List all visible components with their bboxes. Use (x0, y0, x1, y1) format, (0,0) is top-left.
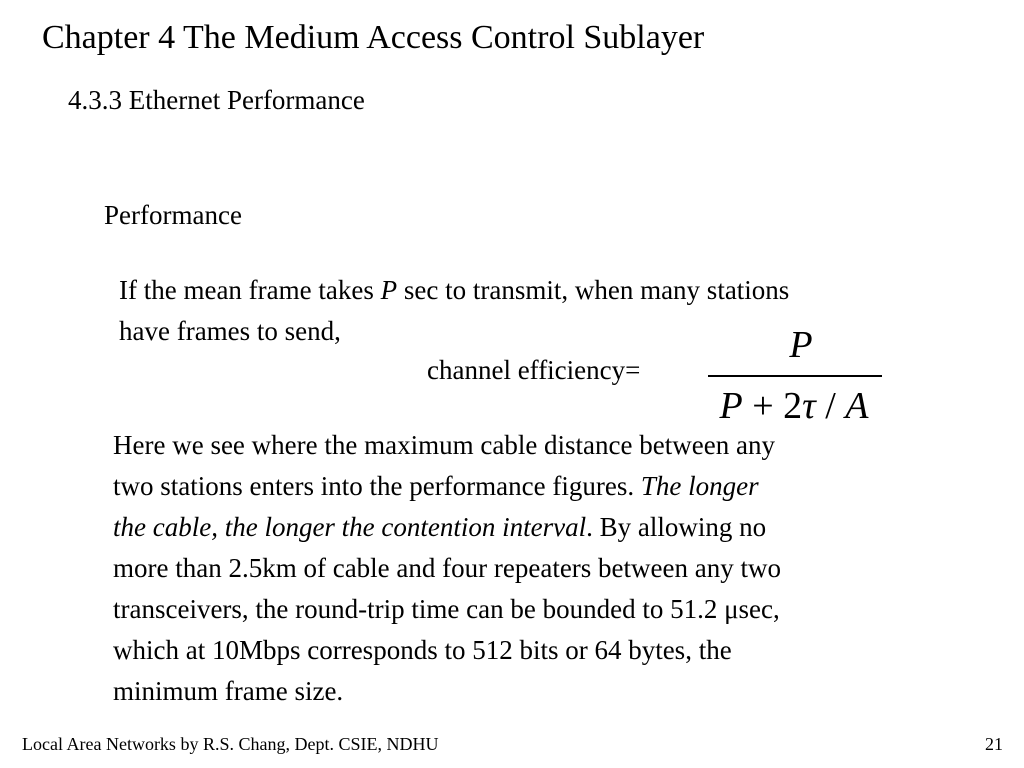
body-line-4: more than 2.5km of cable and four repeaters between any two (113, 553, 781, 583)
efficiency-label: channel efficiency= (427, 355, 641, 385)
fraction-bar (708, 375, 882, 377)
body-line-3-plain: . By allowing no (586, 512, 767, 542)
efficiency-formula (706, 322, 882, 428)
intro-text-b: sec to transmit, when many stations (397, 275, 790, 305)
formula-denominator (706, 384, 882, 428)
denominator-plus-two: + 2 (742, 385, 803, 427)
body-line-3 (113, 507, 993, 548)
denominator-tau: τ (802, 385, 816, 427)
body-line-1: Here we see where the maximum cable distance between any (113, 430, 775, 460)
denominator-slash: / (815, 385, 846, 427)
body-line-3-italic: the cable, the longer the contention interval (113, 512, 587, 542)
intro-line-1 (119, 270, 999, 311)
chapter-title: Chapter 4 The Medium Access Control Sublayer (42, 19, 705, 56)
body-line-2 (113, 466, 993, 507)
body-paragraph (113, 425, 993, 712)
formula-numerator: P (789, 324, 813, 366)
intro-variable-p: P (380, 275, 398, 305)
page-number: 21 (985, 734, 1003, 754)
footer-credit: Local Area Networks by R.S. Chang, Dept. CSIE, NDHU (22, 734, 439, 754)
sub-heading: Performance (104, 200, 242, 230)
body-line-7: minimum frame size. (113, 676, 344, 706)
body-line-5: transceivers, the round-trip time can be bounded to 51.2 μsec, (113, 594, 780, 624)
denominator-p: P (719, 385, 743, 427)
intro-text-a: If the mean frame takes (119, 275, 381, 305)
body-line-2-plain: two stations enters into the performance figures. (113, 471, 641, 501)
intro-line-2: have frames to send, (119, 316, 341, 346)
denominator-a: A (845, 385, 869, 427)
body-line-2-italic: The longer (640, 471, 759, 501)
section-title: 4.3.3 Ethernet Performance (68, 85, 365, 115)
body-line-6: which at 10Mbps corresponds to 512 bits or 64 bytes, the (113, 635, 732, 665)
